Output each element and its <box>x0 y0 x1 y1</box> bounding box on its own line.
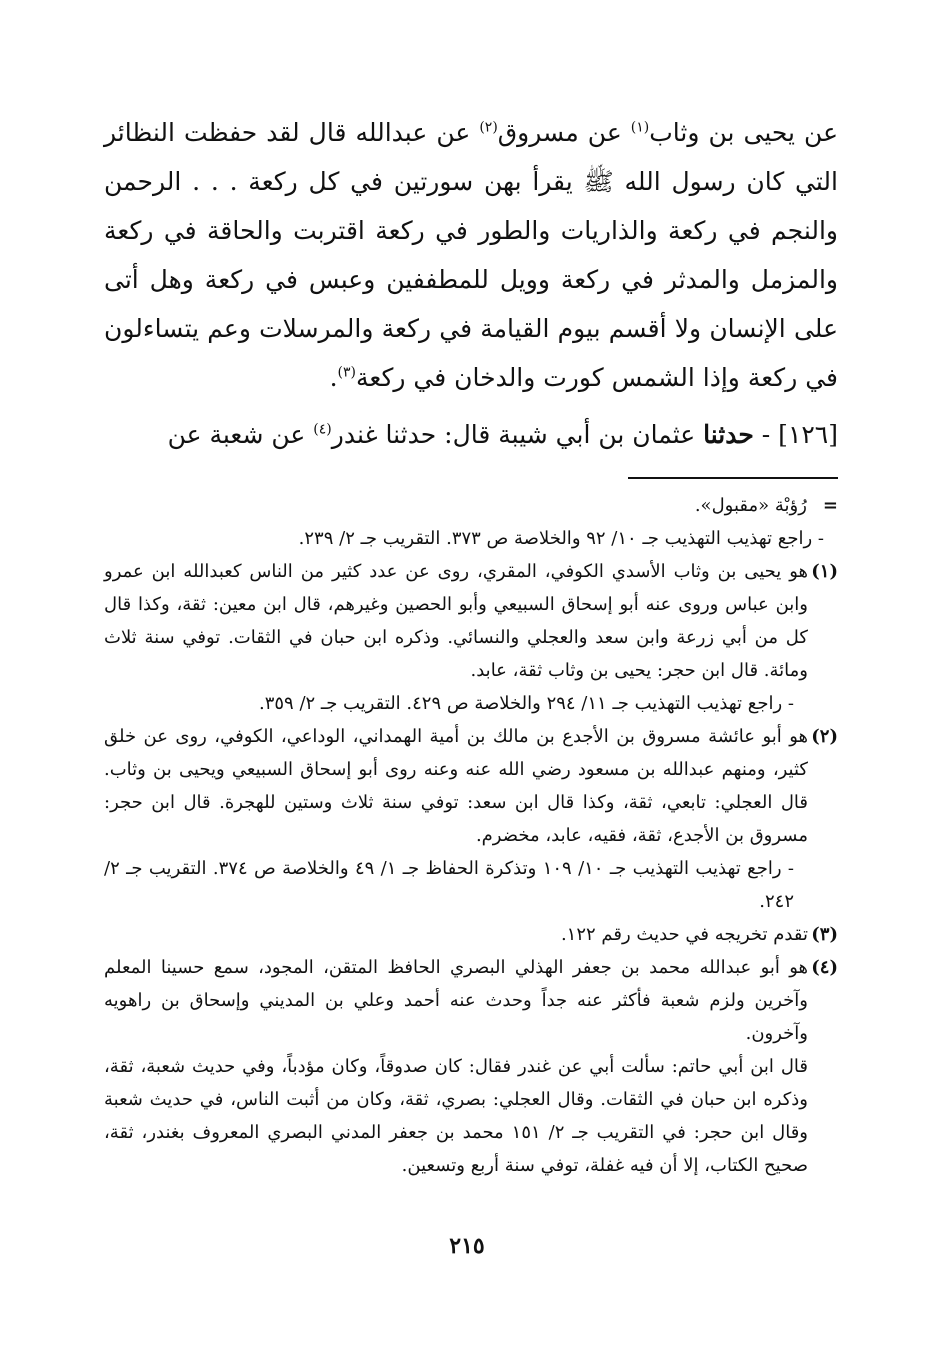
text-span: عن مسروق <box>497 118 631 147</box>
footnotes <box>104 489 838 1182</box>
footnote-ref-3: (٣) <box>337 364 357 381</box>
footnote-divider <box>628 477 838 479</box>
footnote-4 <box>104 951 838 1050</box>
text-span: . <box>329 363 338 392</box>
footnote-text: هو أبو عبدالله محمد بن جعفر الهذلي البصري الحافظ المتقن، المجود، سمع حسينا المعلم وآخرين ولزم شعبة فأكثر عنه جداً وحدث عنه أحمد وعلي بن المديني وإسحاق بن راهويه وآخرون. <box>104 957 808 1044</box>
footnote-4-continuation: قال ابن أبي حاتم: سألت أبي عن غندر فقال: كان صدوقاً، وكان مؤدباً، وفي حديث شعبة، ثقة، وذكره ابن حبان في الثقات. وقال العجلي: بصري، ثقة، وكان من أثبت الناس، في حديث شعبة وقال ابن حجر: في التقريب جـ ٢/ ١٥١ محمد بن جعفر المدني البصري المعروف بغندر، ثقة، صحيح الكتاب، إلا أن فيه غفلة، توفي سنة أربع وتسعين. <box>104 1056 808 1176</box>
main-text <box>104 108 838 459</box>
footnote-number: (٢) <box>811 726 838 747</box>
footnote-number: (١) <box>811 561 838 582</box>
footnote-ref-4: (٤) <box>313 421 332 438</box>
footnote-ref-2: (٢) <box>479 119 498 136</box>
footnote-text: تقدم تخريجه في حديث رقم ١٢٢. <box>560 924 808 945</box>
page-number: ٢١٥ <box>449 1233 485 1259</box>
footnote-text: هو أبو عائشة مسروق بن الأجدع بن مالك بن أمية الهمداني، الوداعي، الكوفي، روى عن خلق كثير، ومنهم عبدالله بن مسعود رضي الله عنه وعنه روى أبو إسحاق السبيعي ويحيى بن وثاب. قال العجلي: تابعي، ثقة، وكذا قال ابن سعد: توفي سنة ثلاث وستين للهجرة. قال ابن حجر: مسروق بن الأجدع، ثقة، فقيه، عابد، مخضرم. <box>104 726 808 846</box>
text-span: عن يحيى بن وثاب <box>649 118 838 147</box>
footnote-number: (٣) <box>811 924 838 945</box>
footnote-reference: - راجع تهذيب التهذيب جـ ١١/ ٢٩٤ والخلاصة ص ٤٢٩. التقريب جـ ٢/ ٣٥٩. <box>258 693 794 714</box>
text-span: عثمان بن أبي شيبة قال: حدثنا غندر <box>331 420 704 449</box>
footnote-3 <box>104 918 838 951</box>
hadith-lead: حدثنا <box>703 420 754 449</box>
hadith-number: [١٢٦] - <box>753 420 838 449</box>
footnote-number: (٤) <box>811 957 838 978</box>
footnote-carryover-ref: - راجع تهذيب التهذيب جـ ١٠/ ٩٢ والخلاصة ص ٣٧٣. التقريب جـ ٢/ ٢٣٩. <box>298 528 824 549</box>
footnote-ref-1: (١) <box>630 119 650 136</box>
footnote-text: هو يحيى بن وثاب الأسدي الكوفي، المقري، روى عن عدد كثير من الناس كعبدالله ابن عمرو وابن عباس وروى عنه أبو إسحاق السبيعي وأبو الحصين وغيرهم، قال ابن معين: ثقة، وكذا قال كل من أبي زرعة وابن سعد والعجلي والنسائي. وذكره ابن حبان في الثقات. توفي سنة ثلاث ومائة. قال ابن حجر: يحيى بن وثاب ثقة، عابد. <box>104 561 808 681</box>
main-paragraph <box>104 108 838 402</box>
text-span: رُؤبْة «مقبول». <box>694 495 807 516</box>
footnote-carryover <box>104 489 838 522</box>
footnote-reference: - راجع تهذيب التهذيب جـ ١٠/ ١٠٩ وتذكرة الحفاظ جـ ١/ ٤٩ والخلاصة ص ٣٧٤. التقريب جـ ٢/ ٢٤٢. <box>104 858 794 912</box>
text-span: عن عبدالله قال لقد حفظت النظائر التي كان رسول الله ﷺ يقرأ بهن سورتين في كل ركعة . . . الرحمن والنجم في ركعة والذاريات والطور في ركعة اقتربت والحاقة في ركعة والمزمل والمدثر في ركعة وويل للمطففين وعبس في ركعة وهل أتى على الإنسان ولا أقسم بيوم القيامة في ركعة والمرسلات وعم يتساءلون في ركعة وإذا الشمس كورت والدخان في ركعة <box>104 118 839 392</box>
text-span: عن شعبة عن <box>167 420 314 449</box>
footnote-2 <box>104 720 838 918</box>
hadith-paragraph <box>104 410 838 459</box>
carryover-mark: = <box>822 495 838 516</box>
footnote-1 <box>104 555 838 720</box>
